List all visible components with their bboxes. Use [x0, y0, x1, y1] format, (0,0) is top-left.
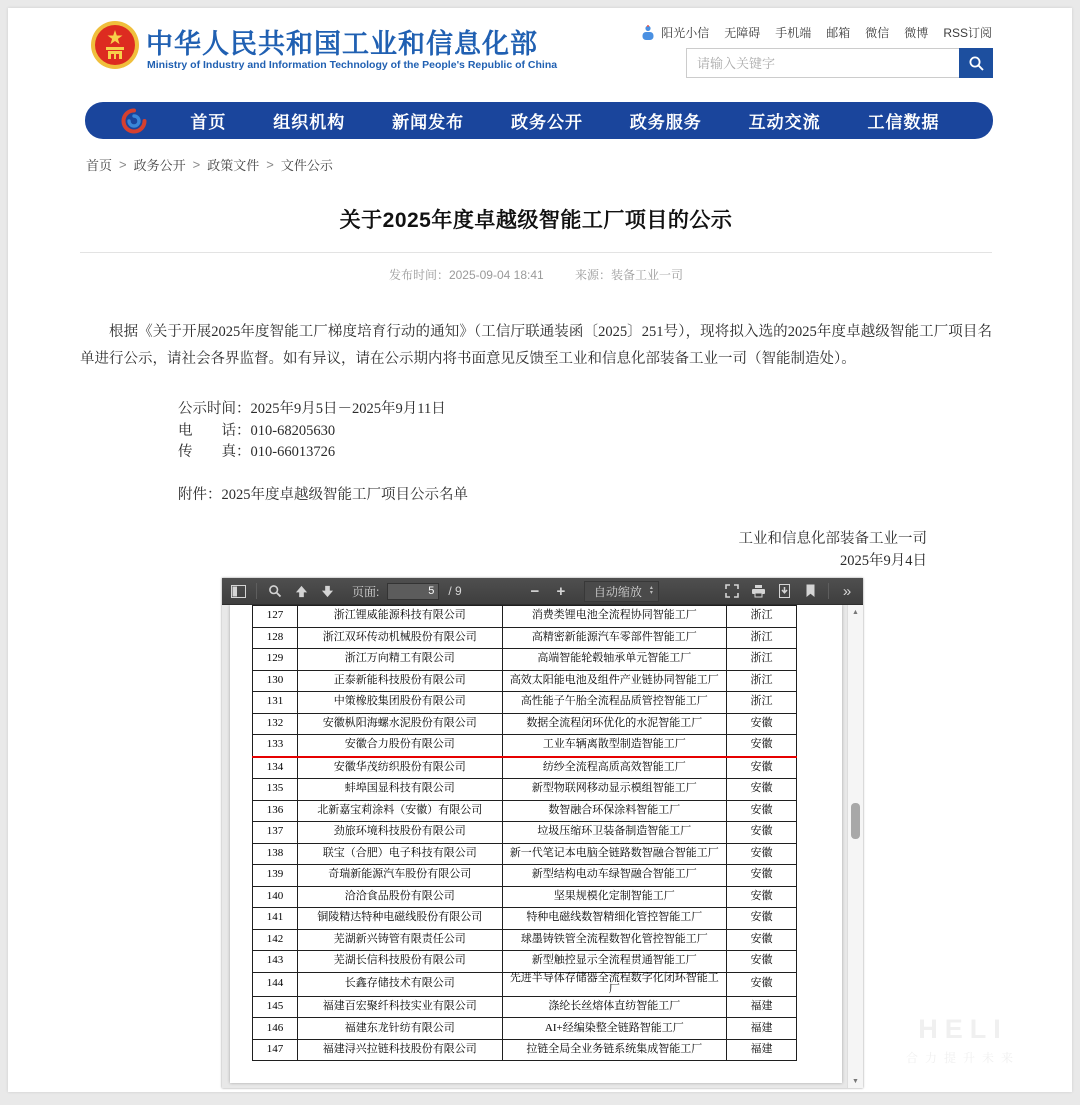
table-row [253, 865, 797, 887]
table-cell: 浙江 [727, 692, 797, 714]
more-tools-button[interactable]: » [842, 582, 852, 600]
nav-item[interactable]: 首页 [190, 113, 227, 132]
table-row [253, 713, 797, 735]
table-row [253, 627, 797, 649]
breadcrumb [86, 155, 333, 174]
table-cell: 133 [253, 735, 298, 757]
table-cell: 安徽 [727, 865, 797, 887]
table-cell: 安徽 [727, 886, 797, 908]
toolbar-separator-2 [828, 583, 829, 599]
nav-item[interactable]: 新闻发布 [392, 113, 465, 132]
table-cell: 坚果规模化定制智能工厂 [502, 886, 727, 908]
nav-item[interactable]: 组织机构 [273, 113, 346, 132]
toolbar-separator [256, 583, 257, 599]
search-button[interactable] [959, 48, 993, 78]
table-cell: 138 [253, 843, 298, 865]
table-cell: 144 [253, 972, 298, 996]
pdf-page [230, 605, 842, 1083]
zoom-select[interactable] [584, 581, 659, 602]
factory-table-body [253, 606, 797, 1061]
nav-item[interactable]: 互动交流 [748, 113, 821, 132]
table-cell: 安徽 [727, 972, 797, 996]
table-cell: 132 [253, 713, 298, 735]
table-cell: 137 [253, 822, 298, 844]
article-paragraph: 根据《关于开展2025年度智能工厂梯度培育行动的通知》（工信厅联通装函〔2025〕251号），现将拟入选的2025年度卓越级智能工厂项目名单进行公示，请社会各界监督。如有异议，请在公示期内将书面意见反馈至工业和信息化部装备工业一司（智能制造处）。 [80, 324, 992, 367]
table-cell: 劲旅环境科技股份有限公司 [297, 822, 502, 844]
nav-item[interactable]: 工信数据 [867, 113, 940, 132]
table-cell: 新一代笔记本电脑全链路数智融合智能工厂 [502, 843, 727, 865]
contact-line: 传 真：010-66013726 [178, 444, 336, 460]
zoom-in-button[interactable]: + [556, 582, 566, 600]
bookmark-icon[interactable] [799, 581, 821, 601]
factory-table [252, 605, 797, 1061]
table-cell: 球墨铸铁管全流程数智化管控智能工厂 [502, 929, 727, 951]
table-cell: 特种电磁线数智精细化管控智能工厂 [502, 908, 727, 930]
table-cell: 安徽 [727, 951, 797, 973]
find-button[interactable] [264, 581, 286, 601]
table-cell: 联宝（合肥）电子科技有限公司 [297, 843, 502, 865]
table-row [253, 800, 797, 822]
table-cell: 143 [253, 951, 298, 973]
table-cell: 128 [253, 627, 298, 649]
table-cell: 先进半导体存储器全流程数字化闭环智能工厂 [502, 972, 727, 996]
table-cell: 131 [253, 692, 298, 714]
table-cell: 127 [253, 606, 298, 628]
signature-block [80, 528, 992, 572]
breadcrumb-separator: > [119, 157, 127, 172]
table-cell: 新型触控显示全流程贯通智能工厂 [502, 951, 727, 973]
table-cell: 安徽合力股份有限公司 [297, 735, 502, 757]
pdf-viewer [222, 578, 863, 1088]
heli-watermark-slogan: 合力提升未来 [905, 1051, 1020, 1065]
table-cell: 正泰新能科技股份有限公司 [297, 670, 502, 692]
table-cell: 消费类锂电池全流程协同智能工厂 [502, 606, 727, 628]
contact-line: 电 话：010-68205630 [178, 422, 336, 439]
scrollbar-thumb[interactable] [851, 803, 860, 839]
table-row [253, 929, 797, 951]
table-row [253, 951, 797, 973]
table-row [253, 692, 797, 714]
table-cell: 长鑫存储技术有限公司 [297, 972, 502, 996]
contact-lines [178, 399, 992, 464]
table-row [253, 972, 797, 996]
scroll-up-icon[interactable]: ▲ [852, 608, 859, 616]
table-cell: 纺纱全流程高质高效智能工厂 [502, 757, 727, 779]
previous-page-button[interactable] [290, 581, 312, 601]
page-number-input[interactable] [387, 583, 439, 600]
table-cell: 136 [253, 800, 298, 822]
table-cell: 140 [253, 886, 298, 908]
table-cell: 安徽 [727, 908, 797, 930]
table-cell: 浙江锂威能源科技有限公司 [297, 606, 502, 628]
table-row [253, 670, 797, 692]
table-cell: 福建 [727, 996, 797, 1018]
table-row [253, 757, 797, 779]
table-cell: 高效太阳能电池及组件产业链协同智能工厂 [502, 670, 727, 692]
breadcrumb-item[interactable]: 文件公示 [280, 158, 333, 173]
table-row [253, 908, 797, 930]
table-cell: 安徽华茂纺织股份有限公司 [297, 757, 502, 779]
signature-department: 工业和信息化部装备工业一司 [738, 530, 927, 547]
table-cell: 新型物联网移动显示模组智能工厂 [502, 779, 727, 801]
table-row [253, 822, 797, 844]
table-row [253, 779, 797, 801]
spinner-icon: ▴ ▾ [649, 585, 653, 596]
print-icon[interactable] [747, 581, 769, 601]
nav-swirl-icon [121, 108, 147, 134]
breadcrumb-item[interactable]: 政务公开 [133, 158, 186, 173]
table-cell: 工业车辆离散型制造智能工厂 [502, 735, 727, 757]
table-cell: 涤纶长丝熔体直纺智能工厂 [502, 996, 727, 1018]
pdf-toolbar [222, 578, 863, 605]
table-cell: 浙江双环传动机械股份有限公司 [297, 627, 502, 649]
presentation-mode-button[interactable] [721, 581, 743, 601]
table-cell: 芜湖新兴铸管有限责任公司 [297, 929, 502, 951]
table-cell: 垃圾压缩环卫装备制造智能工厂 [502, 822, 727, 844]
national-emblem-logo [90, 20, 140, 70]
zoom-select-label: 自动缩放 [593, 584, 642, 599]
table-cell: 奇瑞新能源汽车股份有限公司 [297, 865, 502, 887]
table-cell: 浙江 [727, 627, 797, 649]
table-cell: 中策橡胶集团股份有限公司 [297, 692, 502, 714]
sunshine-assistant-icon [641, 25, 655, 41]
topbar-link[interactable]: RSS订阅 [943, 26, 992, 40]
table-cell: 141 [253, 908, 298, 930]
page-title: 关于2025年度卓越级智能工厂项目的公示 [339, 209, 733, 232]
table-cell: 129 [253, 649, 298, 671]
contact-line: 公示时间：2025年9月5日－2025年9月11日 [178, 401, 446, 417]
table-cell: 福建 [727, 1039, 797, 1061]
nav-items [167, 108, 963, 133]
sidebar-toggle-button[interactable] [227, 581, 249, 601]
main-nav [85, 102, 993, 139]
topbar-links [641, 24, 992, 41]
topbar-link[interactable]: 手机端 [775, 26, 812, 40]
title-divider [80, 252, 992, 253]
table-cell: 高精密新能源汽车零部件智能工厂 [502, 627, 727, 649]
table-cell: 安徽 [727, 800, 797, 822]
table-cell: 安徽 [727, 822, 797, 844]
table-cell: 铜陵精达特种电磁线股份有限公司 [297, 908, 502, 930]
search-bar [686, 48, 993, 78]
download-icon[interactable] [773, 581, 795, 601]
heli-watermark [906, 1014, 1020, 1066]
breadcrumb-separator: > [192, 157, 201, 172]
table-cell: 130 [253, 670, 298, 692]
next-page-button[interactable] [316, 581, 338, 601]
table-cell: 福建百宏聚纤科技实业有限公司 [297, 996, 502, 1018]
site-subtitle: Ministry of Industry and Information Technology of the People's Republic of China [147, 59, 558, 71]
publish-time: 发布时间：2025-09-04 18:41 [388, 268, 544, 282]
table-cell: 安徽枞阳海螺水泥股份有限公司 [297, 713, 502, 735]
table-cell: 安徽 [727, 929, 797, 951]
table-cell: 安徽 [727, 757, 797, 779]
table-cell: 新型结构电动车绿智融合智能工厂 [502, 865, 727, 887]
table-row [253, 735, 797, 757]
topbar-link[interactable]: 阳光小信 [661, 26, 710, 40]
table-cell: 洽洽食品股份有限公司 [297, 886, 502, 908]
page-container [8, 8, 1072, 1092]
topbar-link[interactable]: 无障碍 [724, 26, 761, 40]
nav-item[interactable]: 政务服务 [629, 113, 702, 132]
breadcrumb-item[interactable]: 政策文件 [207, 158, 260, 173]
table-cell: 146 [253, 1018, 298, 1040]
table-cell: 安徽 [727, 713, 797, 735]
topbar-link[interactable]: 微信 [865, 26, 890, 40]
table-cell: 安徽 [727, 735, 797, 757]
scroll-down-icon[interactable]: ▼ [852, 1077, 859, 1085]
table-cell: 135 [253, 779, 298, 801]
table-cell: 蚌埠国显科技有限公司 [297, 779, 502, 801]
table-cell: 数智融合环保涂料智能工厂 [502, 800, 727, 822]
table-cell: 芜湖长信科技股份有限公司 [297, 951, 502, 973]
page-total: / 9 [448, 584, 462, 598]
table-cell: 浙江 [727, 649, 797, 671]
table-cell: 147 [253, 1039, 298, 1061]
table-cell: AI+经编染整全链路智能工厂 [502, 1018, 727, 1040]
table-cell: 拉链全局全业务链系统集成智能工厂 [502, 1039, 727, 1061]
table-cell: 高端智能轮毂轴承单元智能工厂 [502, 649, 727, 671]
heli-watermark-logo: HELI [918, 1014, 1008, 1044]
table-cell: 浙江万向精工有限公司 [297, 649, 502, 671]
table-cell: 高性能子午胎全流程品质管控智能工厂 [502, 692, 727, 714]
table-row [253, 1018, 797, 1040]
table-cell: 福建 [727, 1018, 797, 1040]
table-cell: 数据全流程闭环优化的水泥智能工厂 [502, 713, 727, 735]
table-cell: 浙江 [727, 606, 797, 628]
breadcrumb-separator: > [266, 157, 274, 172]
table-cell: 134 [253, 757, 298, 779]
table-row [253, 649, 797, 671]
article [80, 204, 992, 572]
search-icon [968, 55, 985, 72]
table-cell: 浙江 [727, 670, 797, 692]
table-cell: 145 [253, 996, 298, 1018]
table-cell: 安徽 [727, 779, 797, 801]
page-label: 页面: [352, 584, 380, 599]
table-cell: 福建东龙针纺有限公司 [297, 1018, 502, 1040]
table-row [253, 843, 797, 865]
topbar-link[interactable]: 邮箱 [826, 26, 851, 40]
attachment-line: 附件：2025年度卓越级智能工厂项目公示名单 [178, 486, 468, 503]
search-input[interactable] [686, 48, 959, 78]
table-cell: 142 [253, 929, 298, 951]
pdf-scrollbar[interactable] [847, 605, 863, 1088]
nav-item[interactable]: 政务公开 [510, 113, 583, 132]
site-title: 中华人民共和国工业和信息化部 [146, 29, 538, 59]
topbar-link[interactable]: 微博 [904, 26, 929, 40]
table-row [253, 606, 797, 628]
zoom-out-button[interactable]: − [530, 582, 540, 600]
table-cell: 福建浔兴拉链科技股份有限公司 [297, 1039, 502, 1061]
article-meta [80, 266, 992, 283]
table-row [253, 886, 797, 908]
source: 来源：装备工业一司 [575, 268, 684, 282]
table-cell: 北新嘉宝莉涂料（安徽）有限公司 [297, 800, 502, 822]
table-row [253, 1039, 797, 1061]
table-row [253, 996, 797, 1018]
pdf-viewer-body [222, 605, 863, 1088]
table-cell: 安徽 [727, 843, 797, 865]
signature-date: 2025年9月4日 [840, 552, 927, 569]
table-cell: 139 [253, 865, 298, 887]
breadcrumb-item[interactable]: 首页 [86, 158, 113, 173]
